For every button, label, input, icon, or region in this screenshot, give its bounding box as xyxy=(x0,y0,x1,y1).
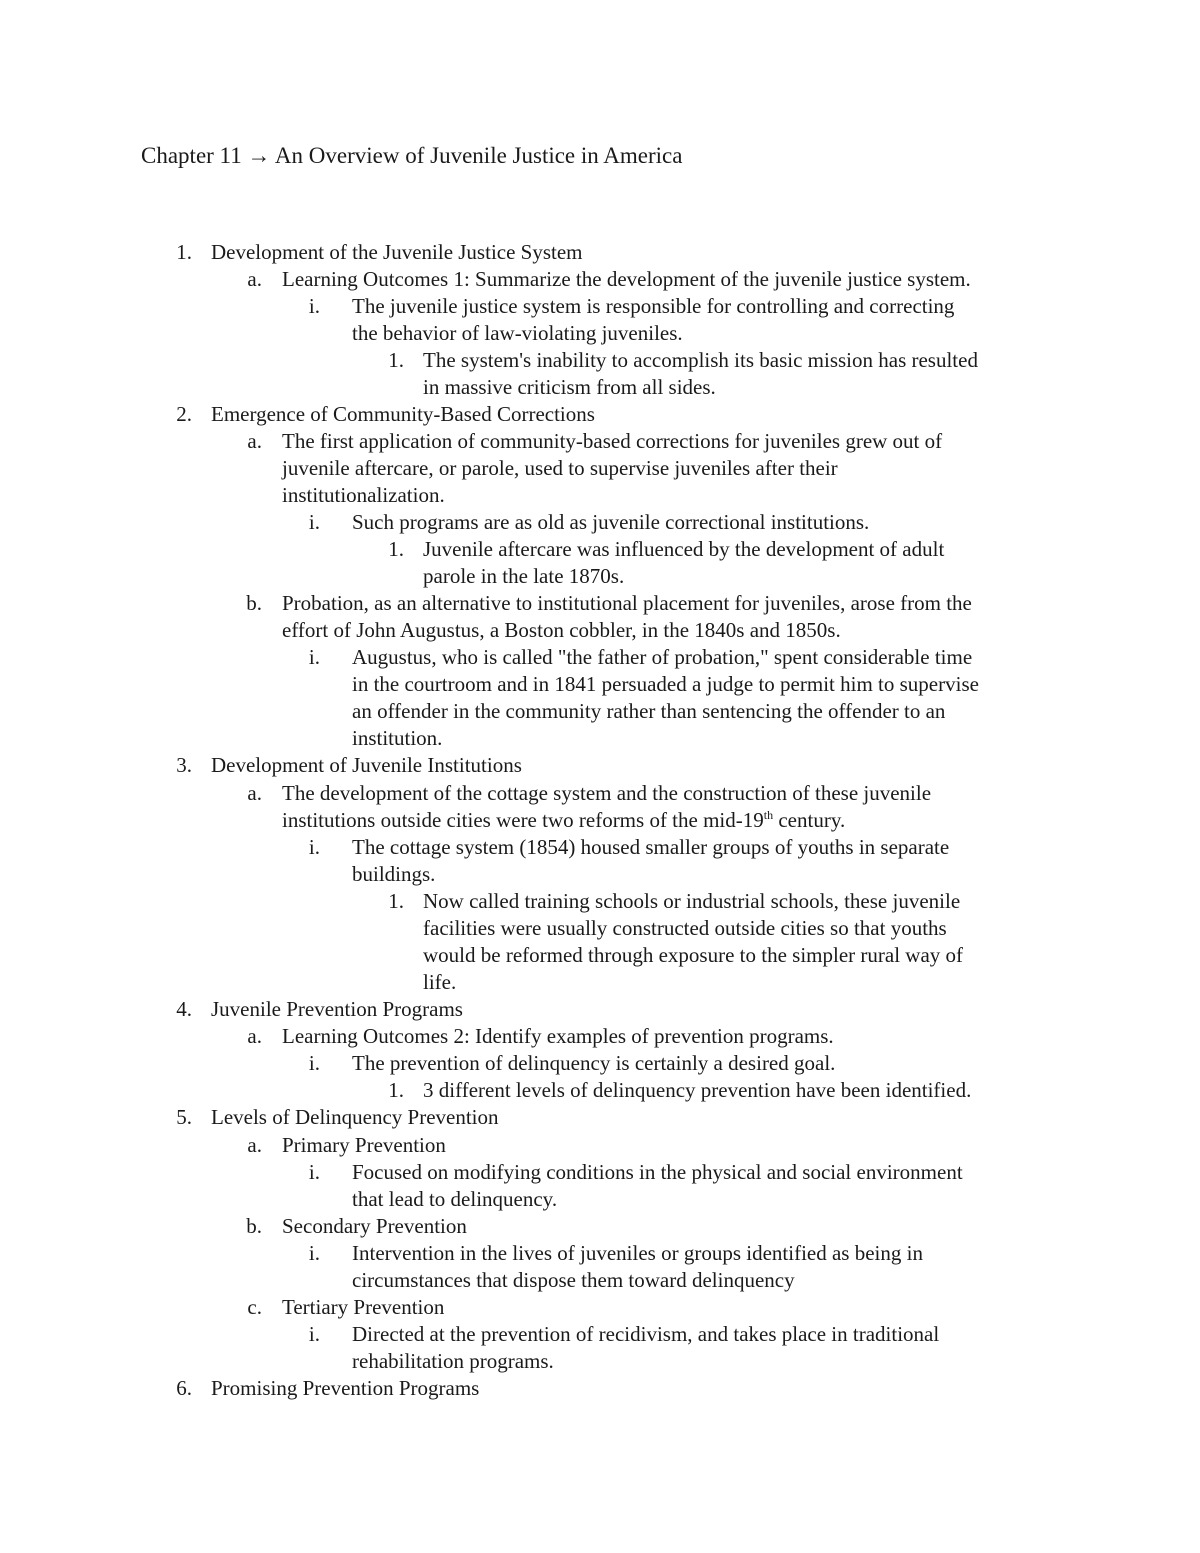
list-item-text: in the courtroom and in 1841 persuaded a judge to permit him to supervise xyxy=(352,672,979,696)
list-item-text: Learning Outcomes 2: Identify examples of prevention programs. xyxy=(282,1024,834,1048)
list-marker: i. xyxy=(308,1322,320,1346)
list-item-text: Learning Outcomes 1: Summarize the development of the juvenile justice system. xyxy=(282,267,971,291)
list-marker: a. xyxy=(247,429,262,453)
list-marker: 5. xyxy=(176,1105,192,1129)
list-marker: 4. xyxy=(176,997,192,1021)
list-item-text: the behavior of law-violating juveniles. xyxy=(352,321,683,345)
section-heading: Promising Prevention Programs xyxy=(211,1376,480,1400)
list-item-text: rehabilitation programs. xyxy=(352,1349,554,1373)
list-item-text: Tertiary Prevention xyxy=(282,1295,445,1319)
list-item-text: in massive criticism from all sides. xyxy=(423,375,716,399)
list-item-text: facilities were usually constructed outside cities so that youths xyxy=(423,916,947,940)
list-item-text xyxy=(282,807,845,834)
list-item-text: juvenile aftercare, or parole, used to supervise juveniles after their xyxy=(282,456,838,480)
list-item-text: Now called training schools or industrial schools, these juvenile xyxy=(423,889,961,913)
list-marker: a. xyxy=(247,1024,262,1048)
list-item-text: that lead to delinquency. xyxy=(352,1187,558,1211)
list-item-text: buildings. xyxy=(352,862,436,886)
list-marker: 6. xyxy=(176,1376,192,1400)
list-item-text: Primary Prevention xyxy=(282,1133,446,1157)
list-marker: i. xyxy=(308,835,320,859)
list-item-text: The cottage system (1854) housed smaller groups of youths in separate xyxy=(352,835,950,859)
list-item-text: The development of the cottage system and the construction of these juvenile xyxy=(282,781,932,805)
list-marker: 1. xyxy=(388,1078,404,1102)
list-item-text: Juvenile aftercare was influenced by the development of adult xyxy=(423,537,945,561)
list-item-text: would be reformed through exposure to the simpler rural way of xyxy=(423,943,964,967)
section-heading: Emergence of Community-Based Corrections xyxy=(211,402,595,426)
list-marker: c. xyxy=(247,1295,262,1319)
list-marker: a. xyxy=(247,1133,262,1157)
list-item-text: Augustus, who is called "the father of probation," spent considerable time xyxy=(352,645,973,669)
list-marker: i. xyxy=(308,1160,320,1184)
list-marker: b. xyxy=(246,1214,262,1238)
list-marker: 1. xyxy=(176,240,192,264)
list-marker: b. xyxy=(246,591,262,615)
section-heading: Juvenile Prevention Programs xyxy=(211,997,463,1021)
list-marker: 2. xyxy=(176,402,192,426)
list-item-text: Secondary Prevention xyxy=(282,1214,467,1238)
list-item-text: Directed at the prevention of recidivism, and takes place in traditional xyxy=(352,1322,940,1346)
list-marker: i. xyxy=(308,1051,320,1075)
list-marker: 3. xyxy=(176,753,192,777)
list-marker: a. xyxy=(247,781,262,805)
section-heading: Development of the Juvenile Justice System xyxy=(211,240,583,264)
list-marker: 1. xyxy=(388,348,404,372)
list-item-text: life. xyxy=(423,970,457,994)
list-marker: 1. xyxy=(388,889,404,913)
list-marker: 1. xyxy=(388,537,404,561)
list-item-text: 3 different levels of delinquency prevention have been identified. xyxy=(423,1078,972,1102)
list-item-text: The prevention of delinquency is certainly a desired goal. xyxy=(352,1051,836,1075)
list-item-text-part: institutions outside cities were two reforms of the mid-19 xyxy=(282,808,764,832)
list-item-text: institutionalization. xyxy=(282,483,445,507)
document-title: Chapter 11 → An Overview of Juvenile Justice in America xyxy=(141,143,683,168)
list-marker: a. xyxy=(247,267,262,291)
list-item-text: parole in the late 1870s. xyxy=(423,564,625,588)
list-item-text: Such programs are as old as juvenile correctional institutions. xyxy=(352,510,870,534)
list-item-text: institution. xyxy=(352,726,443,750)
list-marker: i. xyxy=(308,1241,320,1265)
list-item-text-part: century. xyxy=(773,808,846,832)
list-marker: i. xyxy=(308,510,320,534)
list-item-text: Intervention in the lives of juveniles or groups identified as being in xyxy=(352,1241,923,1265)
list-item-text: The juvenile justice system is responsible for controlling and correcting xyxy=(352,294,955,318)
list-item-text: circumstances that dispose them toward delinquency xyxy=(352,1268,795,1292)
superscript: th xyxy=(763,808,774,822)
list-item-text: an offender in the community rather than sentencing the offender to an xyxy=(352,699,946,723)
list-marker: i. xyxy=(308,645,320,669)
list-item-text: Probation, as an alternative to institutional placement for juveniles, arose from the xyxy=(282,591,972,615)
list-item-text: Focused on modifying conditions in the physical and social environment xyxy=(352,1160,963,1184)
list-marker: i. xyxy=(308,294,320,318)
list-item-text: effort of John Augustus, a Boston cobbler, in the 1840s and 1850s. xyxy=(282,618,841,642)
section-heading: Levels of Delinquency Prevention xyxy=(211,1105,499,1129)
section-heading: Development of Juvenile Institutions xyxy=(211,753,522,777)
list-item-text: The system's inability to accomplish its basic mission has resulted xyxy=(423,348,978,372)
list-item-text: The first application of community-based corrections for juveniles grew out of xyxy=(282,429,943,453)
